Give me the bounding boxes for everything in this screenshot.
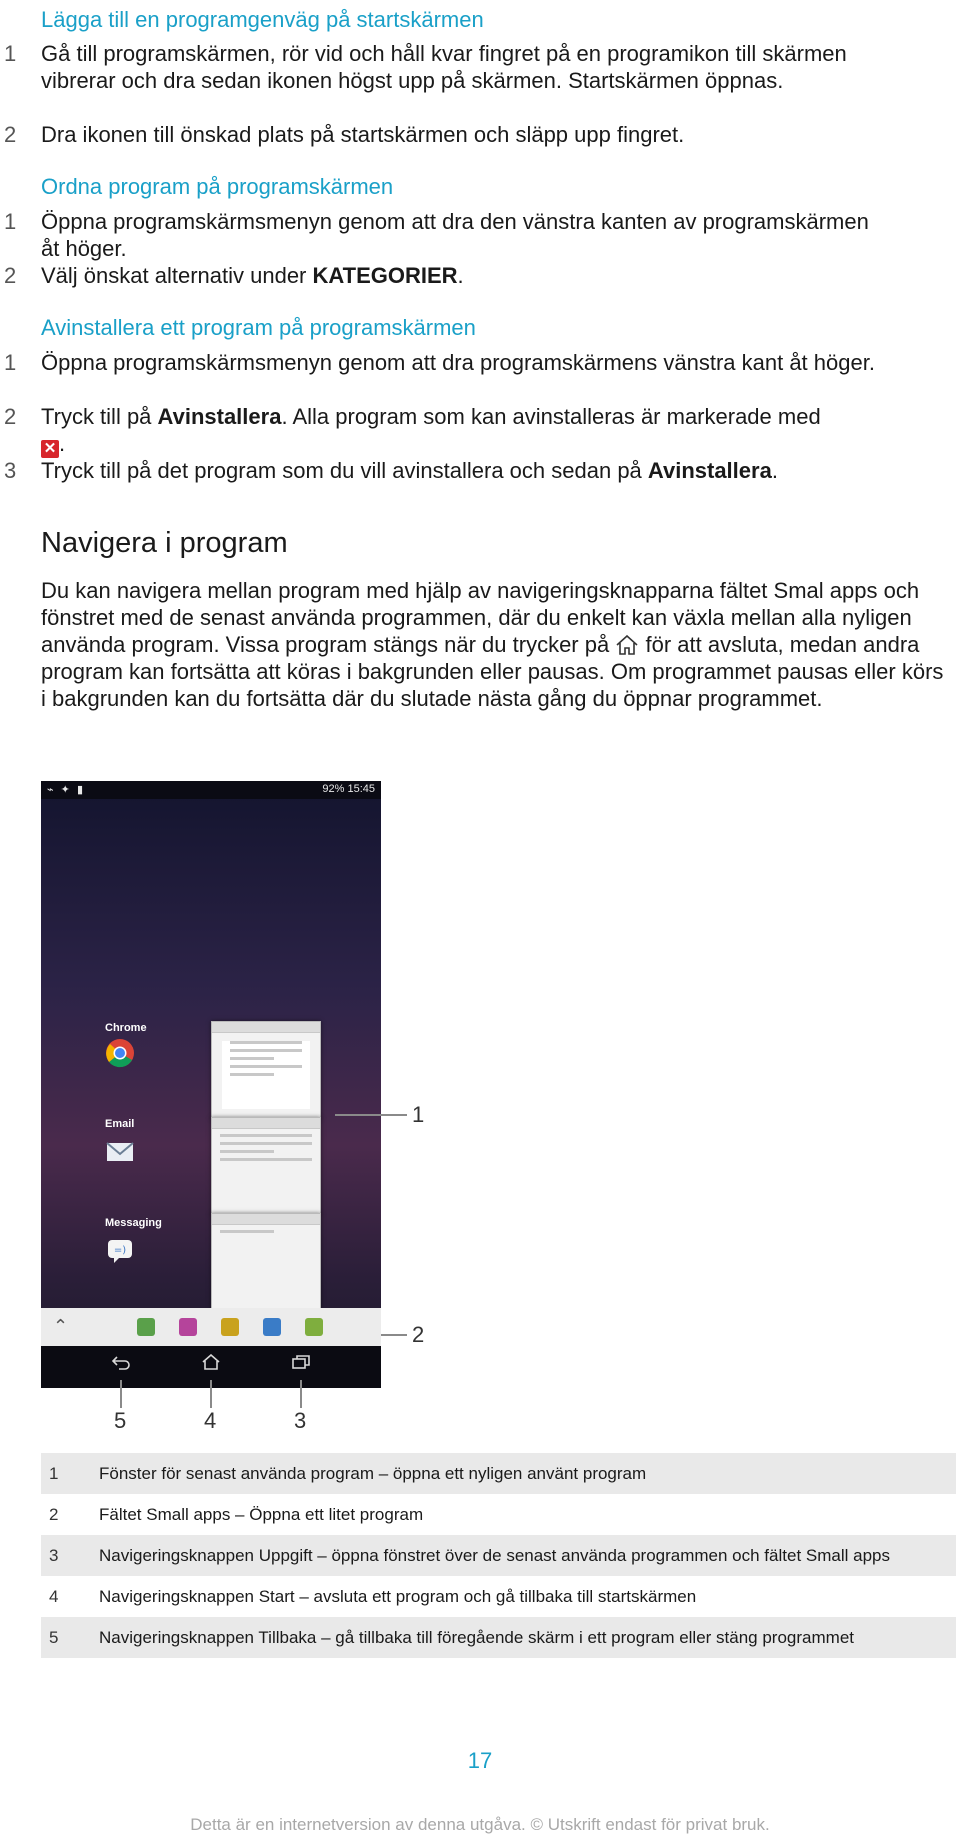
callout-line <box>300 1380 302 1408</box>
step-number: 1 <box>4 41 17 66</box>
step-text: Tryck till på det program som du vill avinstallera och sedan på Avinstallera. <box>41 458 778 483</box>
table-row: 2 Fältet Small apps – Öppna ett litet program <box>49 1505 424 1524</box>
recent-app-label: Messaging <box>105 1217 162 1229</box>
callout-number: 3 <box>294 1408 307 1433</box>
step-text: Gå till programskärmen, rör vid och håll kvar fingret på en programikon till skärmen vibrerar och dra sedan ikonen högst upp på skärmen. Startskärmen öppnas. <box>41 41 847 93</box>
chevron-up-icon[interactable]: ⌃ <box>53 1316 69 1336</box>
heading-navigate-apps: Navigera i program <box>41 527 288 559</box>
table-row: 1 Fönster för senast använda program – öppna ett nyligen använt program <box>41 1453 956 1494</box>
callout-line <box>120 1380 122 1408</box>
callout-number: 1 <box>412 1102 425 1127</box>
section-title-uninstall: Avinstallera ett program på programskärmen <box>41 315 476 340</box>
step-number: 3 <box>4 458 17 483</box>
page-number: 17 <box>467 1748 493 1773</box>
step-number: 2 <box>4 404 17 429</box>
menu-term: Avinstallera <box>647 458 772 483</box>
menu-term: KATEGORIER <box>312 263 458 288</box>
status-time: 92% 15:45 <box>322 783 375 795</box>
step-text: Välj önskat alternativ under KATEGORIER. <box>41 263 464 288</box>
step-number: 2 <box>4 263 17 288</box>
x-mark-icon: ✕ <box>41 440 59 458</box>
step-text: Öppna programskärmsmenyn genom att dra den vänstra kanten av programskärmen åt höger. <box>41 209 869 261</box>
callout-number: 2 <box>412 1322 425 1347</box>
table-row: 5 Navigeringsknappen Tillbaka – gå tillbaka till föregående skärm i ett program eller stäng programmet <box>41 1617 956 1658</box>
callout-line <box>210 1380 212 1408</box>
step-number: 2 <box>4 122 17 147</box>
section-title-organize-apps: Ordna program på programskärmen <box>41 174 394 199</box>
step-text: Öppna programskärmsmenyn genom att dra programskärmens vänstra kant åt höger. <box>41 350 875 375</box>
navigate-paragraph: Du kan navigera mellan program med hjälp av navigeringsknapparna fältet Smal apps och fönstret med de senast använda programmen, där du enkelt kan växla mellan alla nyligen använda program. Vissa program stängs när du trycker på för att avsluta, medan andra program kan fortsätta att köras i bakgrunden eller pausas. Om programmet pausas eller körs i bakgrunden kan du fortsätta där du slutade nästa gång du öppnar programmet. <box>41 578 944 711</box>
section-title-add-shortcut: Lägga till en programgenväg på startskärmen <box>41 7 484 32</box>
menu-term: Avinstallera <box>157 404 282 429</box>
status-icons: ⌁ ✦ ▮ <box>47 784 86 796</box>
recent-app-label: Email <box>105 1118 135 1130</box>
legend-table <box>41 1453 956 1658</box>
step-number: 1 <box>4 209 17 234</box>
footer-note: Detta är en internetversion av denna utgåva. © Utskrift endast för privat bruk. <box>190 1815 770 1834</box>
step-number: 1 <box>4 350 17 375</box>
recent-app-label: Chrome <box>105 1022 147 1034</box>
step-text: Dra ikonen till önskad plats på startskärmen och släpp upp fingret. <box>41 122 685 147</box>
step-text: Tryck till på Avinstallera. Alla program som kan avinstalleras är markerade med ✕ . <box>41 404 821 457</box>
callout-number: 5 <box>114 1408 127 1433</box>
callout-number: 4 <box>204 1408 217 1433</box>
table-row: 4 Navigeringsknappen Start – avsluta ett program och gå tillbaka till startskärmen <box>49 1587 697 1606</box>
table-row: 3 Navigeringsknappen Uppgift – öppna fönstret över de senast använda programmen och fältet Small apps <box>41 1535 956 1576</box>
svg-text:=): =) <box>113 1245 127 1256</box>
